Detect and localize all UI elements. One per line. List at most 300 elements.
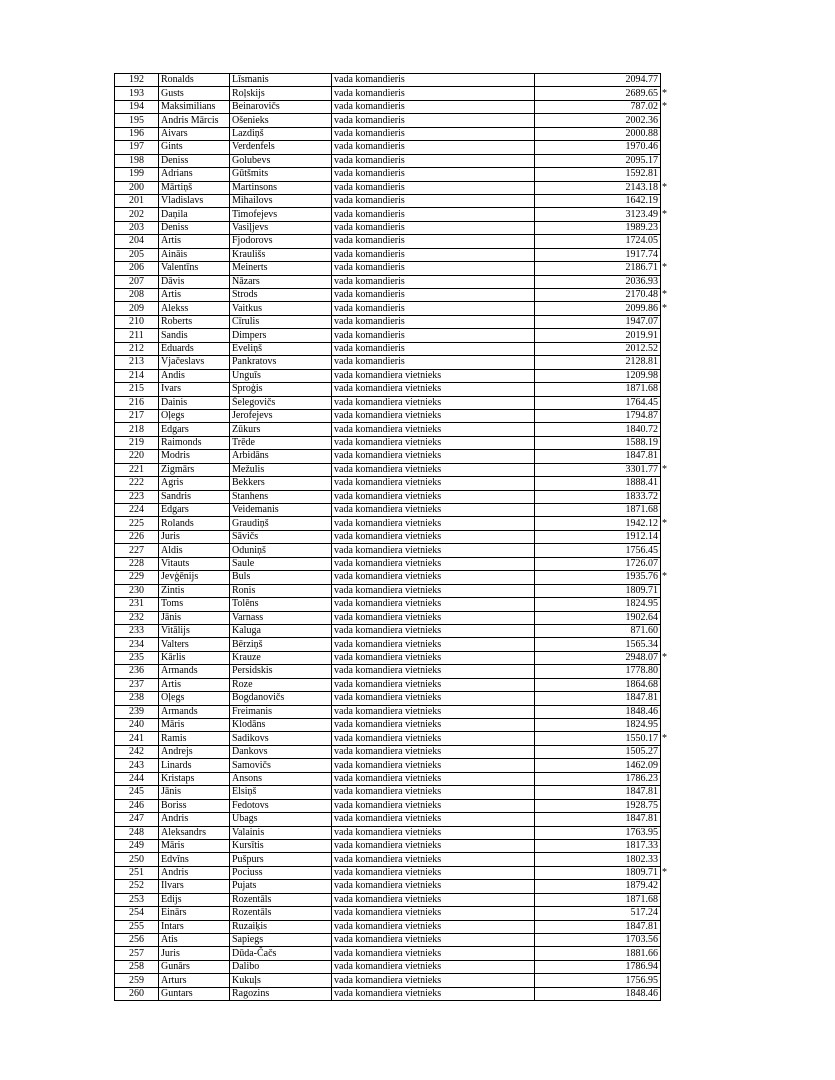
position: vada komandieris (332, 74, 535, 87)
last-name: Oduniņš (230, 544, 332, 557)
table-row (115, 369, 673, 382)
row-number: 259 (115, 974, 159, 987)
first-name: Andris Mārcis (159, 114, 230, 127)
last-name: Ansons (230, 772, 332, 785)
row-number: 198 (115, 154, 159, 167)
position: vada komandiera vietnieks (332, 853, 535, 866)
table-row (115, 87, 673, 100)
position: vada komandieris (332, 289, 535, 302)
table-row (115, 342, 673, 355)
last-name: Zūkurs (230, 423, 332, 436)
row-number: 225 (115, 517, 159, 530)
asterisk-mark (661, 960, 673, 973)
table-row (115, 705, 673, 718)
position: vada komandiera vietnieks (332, 463, 535, 476)
last-name: Lazdiņš (230, 127, 332, 140)
asterisk-mark (661, 342, 673, 355)
last-name: Meinerts (230, 262, 332, 275)
first-name: Ilvars (159, 880, 230, 893)
amount: 1817.33 (535, 839, 661, 852)
last-name: Martinsons (230, 181, 332, 194)
first-name: Artis (159, 289, 230, 302)
amount: 1505.27 (535, 745, 661, 758)
table-row (115, 450, 673, 463)
row-number: 203 (115, 221, 159, 234)
row-number: 247 (115, 813, 159, 826)
asterisk-mark: * (662, 262, 667, 274)
table-row (115, 624, 673, 637)
last-name: Dankovs (230, 745, 332, 758)
position: vada komandieris (332, 275, 535, 288)
amount: 517.24 (535, 907, 661, 920)
asterisk-mark (661, 275, 673, 288)
position: vada komandiera vietnieks (332, 396, 535, 409)
first-name: Māris (159, 719, 230, 732)
first-name: Guntars (159, 987, 230, 1000)
amount: 1724.05 (535, 235, 661, 248)
amount: 1763.95 (535, 826, 661, 839)
amount: 1864.68 (535, 678, 661, 691)
row-number: 216 (115, 396, 159, 409)
position: vada komandieris (332, 114, 535, 127)
table-row (115, 100, 673, 113)
row-number: 239 (115, 705, 159, 718)
last-name: Dūda-Čačs (230, 947, 332, 960)
row-number: 233 (115, 624, 159, 637)
last-name: Gūtšmits (230, 168, 332, 181)
table-row (115, 181, 673, 194)
last-name: Fjodorovs (230, 235, 332, 248)
asterisk-mark (661, 154, 673, 167)
asterisk-mark (661, 409, 673, 422)
row-number: 226 (115, 530, 159, 543)
asterisk-mark (661, 127, 673, 140)
last-name: Eveliņš (230, 342, 332, 355)
asterisk-mark (661, 544, 673, 557)
amount: 1879.42 (535, 880, 661, 893)
row-number: 213 (115, 356, 159, 369)
asterisk-mark (661, 893, 673, 906)
table-row (115, 383, 673, 396)
first-name: Zintis (159, 584, 230, 597)
table-row (115, 772, 673, 785)
position: vada komandiera vietnieks (332, 786, 535, 799)
table-row (115, 611, 673, 624)
last-name: Tolēns (230, 598, 332, 611)
last-name: Līsmanis (230, 74, 332, 87)
position: vada komandieris (332, 127, 535, 140)
table-row (115, 194, 673, 207)
personnel-table (114, 73, 673, 1001)
row-number: 260 (115, 987, 159, 1000)
amount: 1847.81 (535, 813, 661, 826)
last-name: Ubags (230, 813, 332, 826)
asterisk-mark: * (662, 571, 667, 583)
table-row (115, 813, 673, 826)
last-name: Kursītis (230, 839, 332, 852)
table-row (115, 719, 673, 732)
first-name: Aldis (159, 544, 230, 557)
first-name: Jānis (159, 786, 230, 799)
first-name: Gints (159, 141, 230, 154)
first-name: Arturs (159, 974, 230, 987)
row-number: 256 (115, 934, 159, 947)
row-number: 244 (115, 772, 159, 785)
position: vada komandieris (332, 302, 535, 315)
table-row (115, 920, 673, 933)
row-number: 206 (115, 262, 159, 275)
position: vada komandieris (332, 342, 535, 355)
row-number: 209 (115, 302, 159, 315)
first-name: Vitālijs (159, 624, 230, 637)
position: vada komandiera vietnieks (332, 369, 535, 382)
table-row (115, 329, 673, 342)
table-row (115, 853, 673, 866)
asterisk-mark: * (662, 732, 667, 744)
amount: 1847.81 (535, 450, 661, 463)
asterisk-mark (661, 423, 673, 436)
amount: 1642.19 (535, 194, 661, 207)
row-number: 199 (115, 168, 159, 181)
asterisk-mark (661, 141, 673, 154)
first-name: Kārlis (159, 651, 230, 664)
amount: 1786.94 (535, 960, 661, 973)
table-row (115, 168, 673, 181)
last-name: Kaluga (230, 624, 332, 637)
amount: 2094.77 (535, 74, 661, 87)
amount: 1989.23 (535, 221, 661, 234)
last-name: Rozentāls (230, 893, 332, 906)
first-name: Oļegs (159, 692, 230, 705)
table-row (115, 974, 673, 987)
position: vada komandiera vietnieks (332, 423, 535, 436)
asterisk-mark (661, 557, 673, 570)
amount: 1947.07 (535, 315, 661, 328)
position: vada komandiera vietnieks (332, 920, 535, 933)
amount: 2002.36 (535, 114, 661, 127)
position: vada komandiera vietnieks (332, 611, 535, 624)
asterisk-mark: * (662, 101, 667, 113)
row-number: 217 (115, 409, 159, 422)
amount: 2012.52 (535, 342, 661, 355)
asterisk-mark (661, 826, 673, 839)
amount: 1726.07 (535, 557, 661, 570)
amount: 3123.49 (535, 208, 661, 221)
last-name: Mihailovs (230, 194, 332, 207)
position: vada komandiera vietnieks (332, 584, 535, 597)
asterisk-mark (661, 853, 673, 866)
first-name: Kristaps (159, 772, 230, 785)
position: vada komandiera vietnieks (332, 383, 535, 396)
asterisk-mark: * (662, 867, 667, 879)
position: vada komandiera vietnieks (332, 960, 535, 973)
amount: 1764.45 (535, 396, 661, 409)
table-row (115, 504, 673, 517)
asterisk-mark (661, 584, 673, 597)
last-name: Beinarovičs (230, 100, 332, 113)
table-row (115, 745, 673, 758)
asterisk-mark: * (662, 302, 667, 314)
position: vada komandieris (332, 194, 535, 207)
table-row (115, 826, 673, 839)
position: vada komandieris (332, 315, 535, 328)
position: vada komandiera vietnieks (332, 490, 535, 503)
row-number: 258 (115, 960, 159, 973)
table-row (115, 692, 673, 705)
amount: 1833.72 (535, 490, 661, 503)
amount: 871.60 (535, 624, 661, 637)
asterisk-mark (661, 880, 673, 893)
table-row (115, 530, 673, 543)
row-number: 218 (115, 423, 159, 436)
last-name: Šelegovičs (230, 396, 332, 409)
table-row (115, 732, 673, 745)
position: vada komandiera vietnieks (332, 826, 535, 839)
asterisk-mark (661, 356, 673, 369)
last-name: Sapiegs (230, 934, 332, 947)
table-row (115, 315, 673, 328)
amount: 1871.68 (535, 504, 661, 517)
first-name: Aināis (159, 248, 230, 261)
position: vada komandiera vietnieks (332, 745, 535, 758)
first-name: Andrejs (159, 745, 230, 758)
last-name: Vaitkus (230, 302, 332, 315)
position: vada komandiera vietnieks (332, 530, 535, 543)
table-row (115, 584, 673, 597)
first-name: Armands (159, 705, 230, 718)
first-name: Māris (159, 839, 230, 852)
table-row (115, 490, 673, 503)
table-row (115, 517, 673, 530)
asterisk-mark (661, 934, 673, 947)
table-row (115, 409, 673, 422)
first-name: Andris (159, 813, 230, 826)
position: vada komandiera vietnieks (332, 732, 535, 745)
amount: 787.02 (535, 100, 661, 113)
row-number: 253 (115, 893, 159, 906)
row-number: 210 (115, 315, 159, 328)
row-number: 214 (115, 369, 159, 382)
table-row (115, 907, 673, 920)
position: vada komandieris (332, 235, 535, 248)
table-row (115, 477, 673, 490)
asterisk-mark (661, 235, 673, 248)
amount: 1809.71 (535, 584, 661, 597)
amount: 1703.56 (535, 934, 661, 947)
row-number: 201 (115, 194, 159, 207)
amount: 2186.71 (535, 262, 661, 275)
table-row (115, 934, 673, 947)
amount: 1756.45 (535, 544, 661, 557)
amount: 2170.48 (535, 289, 661, 302)
asterisk-mark (661, 665, 673, 678)
first-name: Modris (159, 450, 230, 463)
position: vada komandiera vietnieks (332, 866, 535, 879)
row-number: 243 (115, 759, 159, 772)
asterisk-mark: * (662, 87, 667, 99)
last-name: Arbidāns (230, 450, 332, 463)
table-row (115, 571, 673, 584)
amount: 2099.86 (535, 302, 661, 315)
row-number: 224 (115, 504, 159, 517)
amount: 1824.95 (535, 719, 661, 732)
table-row (115, 947, 673, 960)
amount: 1550.17 (535, 732, 661, 745)
table-row (115, 463, 673, 476)
first-name: Valentīns (159, 262, 230, 275)
position: vada komandiera vietnieks (332, 624, 535, 637)
amount: 2000.88 (535, 127, 661, 140)
asterisk-mark (661, 638, 673, 651)
asterisk-mark (661, 598, 673, 611)
position: vada komandieris (332, 141, 535, 154)
row-number: 232 (115, 611, 159, 624)
asterisk-mark: * (662, 289, 667, 301)
amount: 1824.95 (535, 598, 661, 611)
last-name: Vasiļjevs (230, 221, 332, 234)
position: vada komandieris (332, 221, 535, 234)
asterisk-mark (661, 611, 673, 624)
asterisk-mark (661, 383, 673, 396)
first-name: Dāvis (159, 275, 230, 288)
last-name: Freimanis (230, 705, 332, 718)
last-name: Dimpers (230, 329, 332, 342)
table-row (115, 356, 673, 369)
position: vada komandiera vietnieks (332, 813, 535, 826)
first-name: Alekss (159, 302, 230, 315)
table-row (115, 141, 673, 154)
first-name: Juris (159, 947, 230, 960)
table-row (115, 866, 673, 879)
position: vada komandiera vietnieks (332, 598, 535, 611)
position: vada komandiera vietnieks (332, 450, 535, 463)
last-name: Unguīs (230, 369, 332, 382)
amount: 2143.18 (535, 181, 661, 194)
position: vada komandiera vietnieks (332, 504, 535, 517)
last-name: Nāzars (230, 275, 332, 288)
row-number: 257 (115, 947, 159, 960)
first-name: Edgars (159, 423, 230, 436)
first-name: Einārs (159, 907, 230, 920)
last-name: Roze (230, 678, 332, 691)
last-name: Ruzaiķis (230, 920, 332, 933)
amount: 1847.81 (535, 920, 661, 933)
position: vada komandiera vietnieks (332, 799, 535, 812)
amount: 1871.68 (535, 383, 661, 396)
amount: 1902.64 (535, 611, 661, 624)
first-name: Armands (159, 665, 230, 678)
last-name: Strods (230, 289, 332, 302)
table-row (115, 839, 673, 852)
amount: 1848.46 (535, 705, 661, 718)
asterisk-mark (661, 396, 673, 409)
amount: 1912.14 (535, 530, 661, 543)
position: vada komandiera vietnieks (332, 947, 535, 960)
asterisk-mark (661, 530, 673, 543)
first-name: Edgars (159, 504, 230, 517)
position: vada komandiera vietnieks (332, 477, 535, 490)
table-row (115, 436, 673, 449)
row-number: 222 (115, 477, 159, 490)
last-name: Veidemanis (230, 504, 332, 517)
last-name: Kraulišs (230, 248, 332, 261)
table-row (115, 248, 673, 261)
table-row (115, 665, 673, 678)
row-number: 197 (115, 141, 159, 154)
table-row (115, 960, 673, 973)
table-row (115, 221, 673, 234)
amount: 1848.46 (535, 987, 661, 1000)
first-name: Andis (159, 369, 230, 382)
row-number: 200 (115, 181, 159, 194)
asterisk-mark (661, 987, 673, 1000)
asterisk-mark (661, 678, 673, 691)
first-name: Mārtiņš (159, 181, 230, 194)
asterisk-mark (661, 248, 673, 261)
row-number: 220 (115, 450, 159, 463)
asterisk-mark (661, 168, 673, 181)
amount: 1778.80 (535, 665, 661, 678)
first-name: Vladislavs (159, 194, 230, 207)
table-row (115, 544, 673, 557)
position: vada komandieris (332, 87, 535, 100)
last-name: Sproģis (230, 383, 332, 396)
row-number: 207 (115, 275, 159, 288)
last-name: Ragozins (230, 987, 332, 1000)
asterisk-mark (661, 194, 673, 207)
table-row (115, 651, 673, 664)
asterisk-mark (661, 315, 673, 328)
last-name: Kukuļs (230, 974, 332, 987)
asterisk-mark: * (662, 463, 667, 475)
position: vada komandieris (332, 262, 535, 275)
position: vada komandiera vietnieks (332, 665, 535, 678)
first-name: Ivars (159, 383, 230, 396)
last-name: Verdenfels (230, 141, 332, 154)
table-row (115, 154, 673, 167)
position: vada komandiera vietnieks (332, 839, 535, 852)
last-name: Dalibo (230, 960, 332, 973)
first-name: Oļegs (159, 409, 230, 422)
row-number: 240 (115, 719, 159, 732)
amount: 2095.17 (535, 154, 661, 167)
last-name: Buls (230, 571, 332, 584)
amount: 1462.09 (535, 759, 661, 772)
asterisk-mark (661, 799, 673, 812)
row-number: 255 (115, 920, 159, 933)
amount: 1917.74 (535, 248, 661, 261)
position: vada komandiera vietnieks (332, 759, 535, 772)
row-number: 194 (115, 100, 159, 113)
last-name: Graudiņš (230, 517, 332, 530)
table-row (115, 638, 673, 651)
position: vada komandiera vietnieks (332, 557, 535, 570)
amount: 1928.75 (535, 799, 661, 812)
table-row (115, 678, 673, 691)
first-name: Linards (159, 759, 230, 772)
row-number: 192 (115, 74, 159, 87)
position: vada komandiera vietnieks (332, 571, 535, 584)
row-number: 234 (115, 638, 159, 651)
row-number: 221 (115, 463, 159, 476)
table-body (115, 74, 673, 1001)
position: vada komandiera vietnieks (332, 638, 535, 651)
asterisk-mark (661, 719, 673, 732)
amount: 1209.98 (535, 369, 661, 382)
last-name: Cīrulis (230, 315, 332, 328)
asterisk-mark (661, 839, 673, 852)
amount: 1935.76 (535, 571, 661, 584)
